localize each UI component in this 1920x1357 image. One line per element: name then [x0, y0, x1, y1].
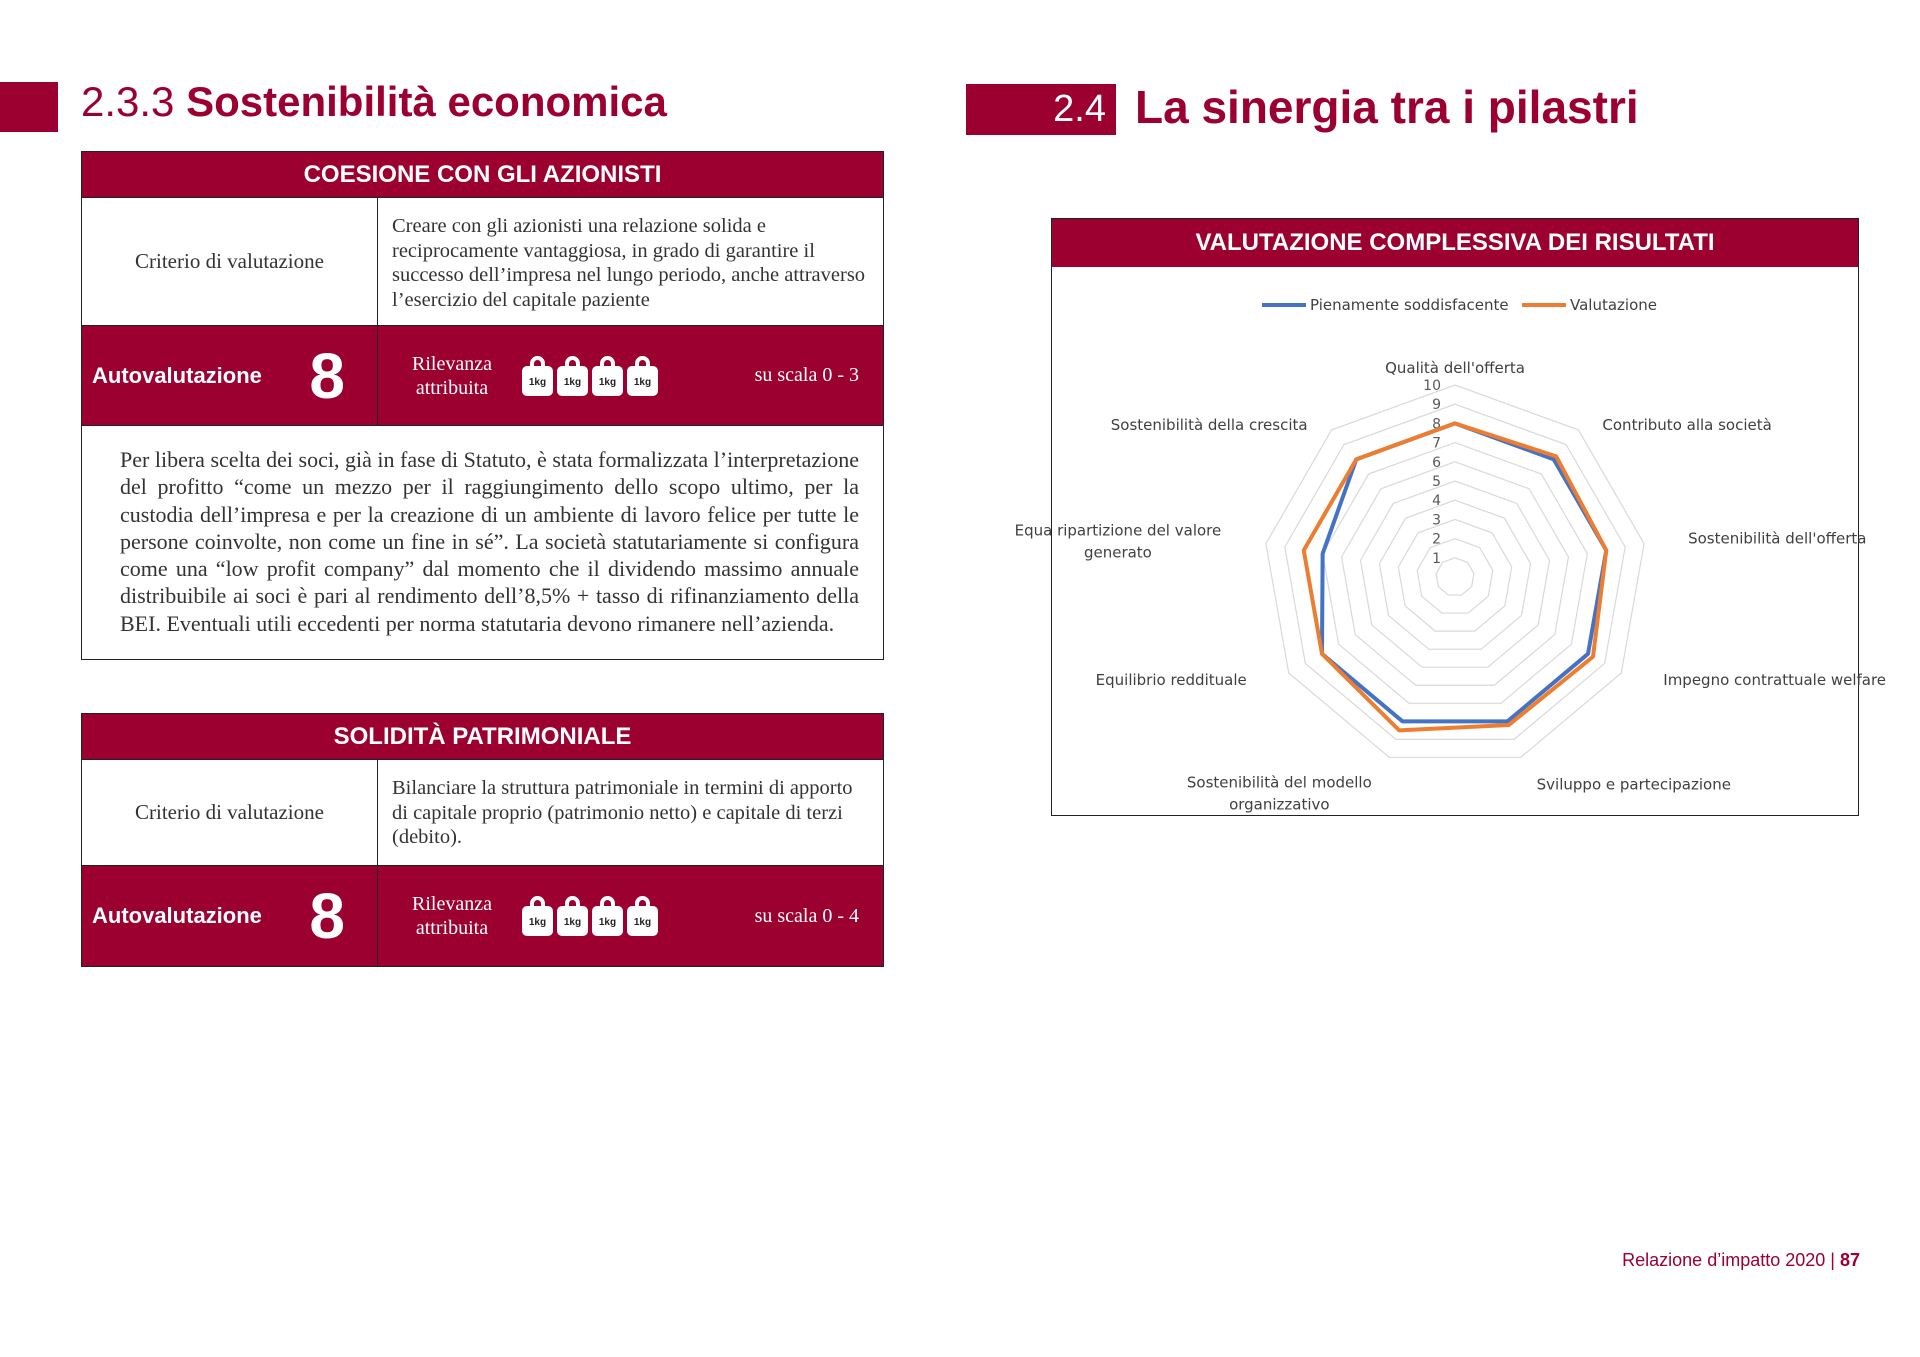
tick-label: 7	[1432, 435, 1441, 452]
radar-chart	[1014, 267, 1887, 815]
tick-label: 8	[1432, 416, 1441, 433]
self-evaluation	[82, 326, 378, 425]
weight-label: 1kg	[592, 906, 623, 936]
scale-text: su scala 0 - 3	[754, 364, 859, 386]
self-evaluation-score: 8	[309, 880, 345, 952]
evaluation-row	[82, 866, 883, 966]
relevance	[378, 326, 883, 425]
tick-label: 9	[1432, 397, 1441, 414]
self-evaluation	[82, 866, 378, 966]
grid-ring	[1285, 404, 1625, 739]
tick-label: 10	[1423, 378, 1441, 394]
weight-label: 1kg	[522, 366, 553, 396]
scale-text: su scala 0 - 4	[754, 904, 859, 927]
axis-category-label: Contributo alla società	[1602, 415, 1772, 434]
weight-label: 1kg	[557, 366, 588, 396]
weight-icon	[557, 356, 588, 396]
criterion-row	[82, 760, 883, 866]
grid-ring	[1379, 500, 1530, 649]
weight-icon	[592, 896, 623, 936]
weight-icon	[592, 356, 623, 396]
right-section-title: La sinergia tra i pilastri	[1135, 81, 1639, 133]
weight-label: 1kg	[627, 366, 658, 396]
relevance-line-1: Rilevanza	[412, 352, 492, 375]
axis-category-label: Impegno contrattuale welfare	[1663, 671, 1887, 689]
left-section-text: Sostenibilità economica	[186, 78, 667, 125]
chart-card	[1014, 218, 1887, 816]
card-header: SOLIDITÀ PATRIMONIALE	[82, 714, 883, 760]
tick-label: 6	[1432, 454, 1441, 471]
relevance-line-2: attribuita	[415, 376, 489, 399]
axis-category-label: Qualità dell'offerta	[1385, 359, 1525, 377]
footer-text: Relazione d’impatto 2020 |	[1622, 1250, 1835, 1270]
weight-icon	[627, 896, 658, 936]
weights-group	[522, 896, 658, 936]
weight-label: 1kg	[522, 906, 553, 936]
axis-category-label: Equa ripartizione del valore	[1014, 521, 1222, 540]
weight-icon	[522, 896, 553, 936]
self-evaluation-label: Autovalutazione	[92, 903, 262, 928]
criterion-label: Criterio di valutazione	[82, 198, 378, 325]
chart-title: VALUTAZIONE COMPLESSIVA DEI RISULTATI	[1052, 219, 1858, 267]
card-coesione-azionisti	[81, 151, 884, 660]
weight-icon	[627, 356, 658, 396]
grid-ring	[1436, 558, 1474, 595]
evaluation-row	[82, 326, 883, 426]
axis-category-label: Sostenibilità dell'offerta	[1688, 529, 1867, 548]
card-header: COESIONE CON GLI AZIONISTI	[82, 152, 883, 198]
card-solidita-patrimoniale	[81, 713, 884, 967]
weight-label: 1kg	[557, 906, 588, 936]
page-number: 87	[1839, 1250, 1860, 1270]
relevance-label	[412, 352, 492, 400]
relevance-line-1: Rilevanza	[412, 893, 492, 915]
legend-entry: Valutazione	[1570, 296, 1657, 314]
left-accent-bar	[0, 82, 58, 132]
weight-icon	[522, 356, 553, 396]
card-body-text: Per libera scelta dei soci, già in fase di Statuto, è stata formalizzata l’interpretazione del profitto “come un mezzo per il raggiungimento dello scopo ultimo, per la custodia dell’impresa e per la creazione di un ambiente di lavoro felice per tutte le persone coinvolte, non come un fine in sé”. La società statutariamente si configura come una “low profit company” dal momento che il dividendo massimo annuale distribuibile ai soci è pari al rendimento dell’8,5% + tasso di rifinanziamento della BEI. Eventuali utili eccedenti per norma statutaria devono rimanere nell’azienda.	[120, 447, 859, 636]
weight-label: 1kg	[627, 906, 658, 936]
relevance-label	[412, 892, 492, 940]
axis-category-label: Sviluppo e partecipazione	[1536, 775, 1731, 794]
tick-label: 3	[1432, 512, 1441, 529]
weight-label: 1kg	[592, 366, 623, 396]
criterion-text: Creare con gli azionisti una relazione solida e reciprocamente vantaggiosa, in grado di garantire il successo dell’impresa nel lungo periodo, anche attraverso l’esercizio del capitale paziente	[392, 215, 866, 311]
criterion-label: Criterio di valutazione	[82, 760, 378, 865]
criterion-row	[82, 198, 883, 326]
tick-label: 4	[1432, 493, 1441, 510]
tick-label: 1	[1432, 550, 1441, 567]
self-evaluation-label: Autovalutazione	[92, 362, 262, 388]
left-section-number: 2.3.3	[81, 78, 175, 125]
legend-entry: Pienamente soddisfacente	[1310, 296, 1509, 314]
tick-label: 2	[1432, 531, 1441, 548]
grid-ring	[1398, 519, 1511, 631]
axis-category-label: organizzativo	[1229, 795, 1330, 814]
axis-category-label: Sostenibilità della crescita	[1110, 415, 1308, 434]
relevance	[378, 866, 883, 966]
grid-ring	[1417, 539, 1493, 613]
tick-label: 5	[1432, 474, 1441, 490]
grid-ring	[1360, 481, 1549, 667]
axis-category-label: Sostenibilità del modello	[1186, 773, 1372, 792]
right-section-number: 2.4	[966, 84, 1116, 135]
axis-category-label: generato	[1083, 543, 1152, 562]
weights-group	[522, 356, 658, 396]
grid-ring	[1342, 462, 1569, 685]
weight-icon	[557, 896, 588, 936]
self-evaluation-score: 8	[309, 339, 345, 412]
page-footer	[1622, 1250, 1860, 1271]
left-section-title	[81, 78, 667, 126]
axis-category-label: Equilibrio reddituale	[1095, 671, 1247, 689]
criterion-text: Bilanciare la struttura patrimoniale in termini di apporto di capitale proprio (patrimonio netto) e capitale di terzi (debito).	[392, 777, 853, 848]
relevance-line-2: attribuita	[415, 917, 489, 939]
